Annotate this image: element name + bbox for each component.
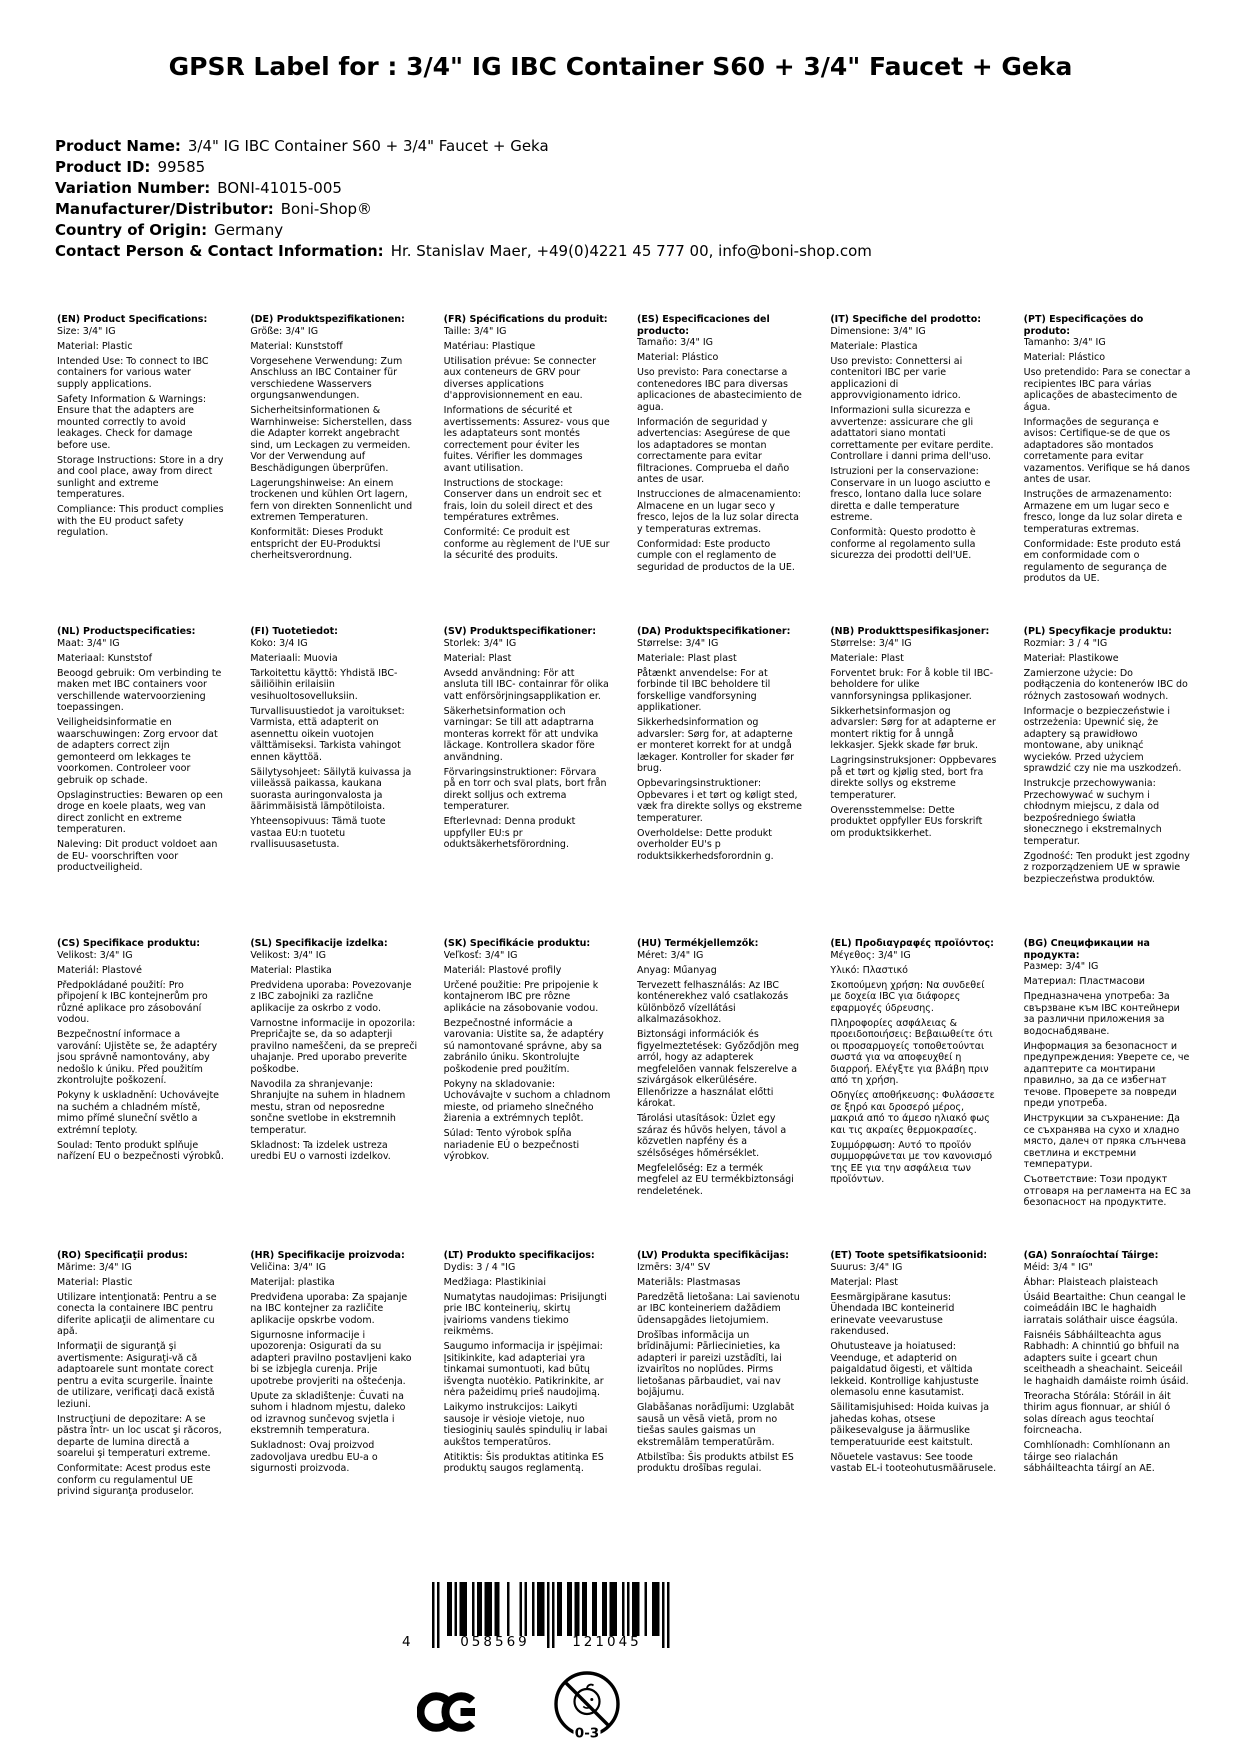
spec-paragraph: Materiaali: Muovia <box>250 652 338 664</box>
spec-paragraph: Materjal: Plast <box>830 1276 899 1288</box>
spec-heading: (HR) Specifikacije proizvoda: <box>250 1250 405 1261</box>
spec-paragraph: Uso pretendido: Para se conectar a recipientes IBC para várias aplicações de abastecimento de água. <box>1023 367 1191 413</box>
spec-paragraph: Πληροφορίες ασφάλειας & προειδοποιήσεις: Βεβαιωθείτε ότι οι προσαρμογείς τοποθετούνται σωστά για να αποφευχθεί η διαρροή. Ελέγξτε για βλάβη πριν από τη χρήση. <box>830 1017 993 1086</box>
spec-paragraph: Zgodność: Ten produkt jest zgodny z rozporządzeniem UE w sprawie bezpieczeństwa produktów. <box>1023 850 1190 885</box>
spec-paragraph: Upute za skladištenje: Čuvati na suhom i hladnom mjestu, daleko od izravnog sunčevog svjetla i ekstremnih temperatura. <box>250 1390 406 1436</box>
spec-paragraph: Material: Plástico <box>636 352 719 363</box>
spec-paragraph: Mărime: 3/4" IG <box>57 1261 132 1273</box>
spec-paragraph: Materijal: plastika <box>250 1276 335 1288</box>
spec-heading: (NB) Produkttspesifikasjoner: <box>830 626 990 637</box>
spec-paragraph: Beoogd gebruik: Om verbinding te maken met IBC containers voor verschillende watervoorziening toepassingen. <box>57 667 222 713</box>
spec-paragraph: Koko: 3/4 IG <box>250 637 308 649</box>
spec-paragraph: Material: Plastika <box>250 964 332 976</box>
spec-paragraph: Overensstemmelse: Dette produktet oppfyller EUs forskrift om produktsikkerhet. <box>830 804 983 839</box>
spec-paragraph: Veiligheidsinformatie en waarschuwingen: Zorg ervoor dat de adapters correct zijn gemonteerd om lekkages te voorkomen. Controleer voor gebruik op schade. <box>57 717 218 786</box>
spec-paragraph: Material: Plastic <box>57 340 133 352</box>
spec-block-fr <box>444 314 611 626</box>
spec-block-fi <box>250 626 417 938</box>
spec-paragraph: Size: 3/4" IG <box>57 325 116 337</box>
spec-paragraph: Biztonsági információk és figyelmeztetések: Győződjön meg arról, hogy az adapterek megfelelően vannak felszerelve a szivárgások elkerülésére. Ellenőrizze a használat előtti károkat. <box>636 1029 800 1109</box>
spec-paragraph: Größe: 3/4" IG <box>250 325 319 337</box>
spec-paragraph: Navodila za shranjevanje: Shranjujte na suhem in hladnem mestu, stran od neposredne sončne svetlobe in ekstremnih temperatur. <box>250 1078 406 1136</box>
spec-paragraph: Numatytas naudojimas: Prisijungti prie IBC konteinerių, skirtų įvairioms vandens tiekimo reikmėms. <box>443 1291 607 1337</box>
barcode-left-digits: 058569 <box>460 1634 530 1650</box>
spec-paragraph: Säkerhetsinformation och varningar: Se till att adaptrarna monteras korrekt för att undvika läckage. Kontrollera skador före användning. <box>443 705 599 763</box>
contact-value: Hr. Stanislav Maer, +49(0)4221 45 777 00, info@boni-shop.com <box>390 242 872 260</box>
spec-paragraph: Taille: 3/4" IG <box>443 325 507 337</box>
spec-paragraph: Megfelelőség: Ez a termék megfelel az EU termékbiztonsági rendeletének. <box>636 1162 794 1197</box>
spec-block-hr <box>250 1250 417 1562</box>
spec-paragraph: Lagerungshinweise: An einem trockenen und kühlen Ort lagern, fern von direkten Sonnenlicht und extremen Temperaturen. <box>250 477 413 523</box>
spec-paragraph: Sikkerhetsinformasjon og advarsler: Sørg for at adapterne er montert riktig for å unngå lekkasjer. Sjekk skade før bruk. <box>830 705 996 751</box>
barcode-section <box>402 1582 670 1668</box>
variation-number-value: BONI-41015-005 <box>217 179 342 197</box>
spec-paragraph: Nõuetele vastavus: See toode vastab EL-i tooteohutusmäärusele. <box>830 1451 997 1474</box>
spec-paragraph: Dimensione: 3/4" IG <box>830 325 926 337</box>
spec-paragraph: Material: Kunststoff <box>250 340 343 352</box>
product-info-row <box>55 178 872 199</box>
spec-paragraph: Información de seguridad y advertencias: Asegúrese de que los adaptadores se montan correctamente para evitar filtraciones. Comprueba el daño antes de usar. <box>636 416 791 485</box>
spec-paragraph: Påtænkt anvendelse: For at forbinde til IBC beholdere til forskellige vandforsyning applikationer. <box>636 667 771 713</box>
spec-paragraph: Předpokládané použití: Pro připojení k IBC kontejnerům pro různé aplikace pro zásobování vodou. <box>57 979 208 1025</box>
spec-block-es <box>637 314 804 626</box>
spec-paragraph: Οδηγίες αποθήκευσης: Φυλάσσετε σε ξηρό και δροσερό μέρος, μακριά από το άμεσο ηλιακό φως και τις ακραίες θερμοκρασίες. <box>830 1090 995 1136</box>
spec-paragraph: Предназначена употреба: За свързване към IBC контейнери за различни приложения за водоснабдяване. <box>1023 991 1180 1037</box>
spec-paragraph: Comhlíonadh: Comhlíonann an táirge seo rialachán sábháilteachta táirgí an AE. <box>1023 1440 1171 1474</box>
spec-block-en <box>57 314 224 626</box>
spec-paragraph: Conformità: Questo prodotto è conforme al regolamento sulla sicurezza dei prodotti dell'UE. <box>830 527 976 561</box>
spec-heading: (CS) Specifikace produktu: <box>57 938 201 949</box>
product-info-row <box>55 220 872 241</box>
spec-paragraph: Informações de segurança e avisos: Certifique-se de que os adaptadores são montados corretamente para evitar vazamentos. Verifique se há danos antes de usar. <box>1023 416 1190 485</box>
spec-paragraph: Σκοπούμενη χρήση: Να συνδεθεί με δοχεία IBC για διάφορες εφαρμογές ύδρευσης. <box>830 979 985 1014</box>
spec-paragraph: Avsedd användning: För att ansluta till IBC- containrar för olika vatt enförsörjningsapplikation er. <box>443 667 609 702</box>
spec-paragraph: Soulad: Tento produkt splňuje nařízení EU o bezpečnosti výrobků. <box>57 1139 224 1162</box>
spec-paragraph: Pokyny k uskladnění: Uchovávejte na suchém a chladném místě, mimo přímé sluneční světlo a extrémní teploty. <box>57 1090 220 1136</box>
spec-heading: (ET) Toote spetsifikatsioonid: <box>830 1250 988 1261</box>
spec-paragraph: Predviđena uporaba: Za spajanje na IBC kontejner za različite aplikacije opskrbe vodom. <box>250 1291 408 1326</box>
spec-paragraph: Istruzioni per la conservazione: Conservare in un luogo asciutto e fresco, lontano dalla luce solare diretta e dalle temperature estreme. <box>830 466 991 523</box>
product-id-label: Product ID: <box>55 158 151 176</box>
spec-paragraph: Съответствие: Този продукт отговаря на регламента на ЕС за безопасност на продуктите. <box>1023 1174 1191 1208</box>
spec-paragraph: Compliance: This product complies with the EU product safety regulation. <box>57 504 224 538</box>
spec-paragraph: Material: Plast <box>443 652 512 664</box>
spec-heading: (DA) Produktspecifikationer: <box>636 626 791 637</box>
product-info-section <box>55 136 872 262</box>
spec-paragraph: Sicherheitsinformationen & Warnhinweise: Sicherstellen, dass die Adapter korrekt angebracht sind, um Leckagen zu vermeiden. Vor der Verwendung auf Beschädigungen überprüfen. <box>250 405 412 474</box>
spec-paragraph: Materiaal: Kunststof <box>57 652 152 664</box>
spec-paragraph: Storage Instructions: Store in a dry and cool place, away from direct sunlight and extreme temperatures. <box>57 454 224 500</box>
age-warning-0-3-icon <box>551 1668 623 1742</box>
spec-heading: (BG) Спецификации на продукта: <box>1023 938 1150 961</box>
spec-paragraph: Sukladnost: Ovaj proizvod zadovoljava uredbu EU-a o sigurnosti proizvoda. <box>250 1440 378 1474</box>
country-of-origin-value: Germany <box>214 221 284 239</box>
barcode-lead-digit: 4 <box>402 1634 411 1650</box>
spec-paragraph: Informations de sécurité et avertissements: Assurez- vous que les adaptateurs sont montés correctement pour éviter les fuites. Vérifier les dommages avant utilisation. <box>443 405 610 474</box>
spec-paragraph: Информация за безопасност и предупреждения: Уверете се, че адаптерите са монтирани правилно, за да се избегнат течове. Проверете за повреди преди употреба. <box>1023 1040 1190 1109</box>
spec-paragraph: Conformidade: Este produto está em conformidade com o regulamento de segurança de produtos da UE. <box>1023 538 1181 584</box>
spec-paragraph: Forventet bruk: For å koble til IBC-beholdere for ulike vannforsyningsa pplikasjoner. <box>830 667 994 702</box>
spec-paragraph: Predvidena uporaba: Povezovanje z IBC zabojniki za različne aplikacije za oskrbo z vodo. <box>250 979 412 1014</box>
spec-paragraph: Konformität: Dieses Produkt entspricht der EU-Produktsi cherheitsverordnung. <box>250 527 384 561</box>
spec-paragraph: Utilisation prévue: Se connecter aux conteneurs de GRV pour diverses applications d'approvisionnement en eau. <box>443 355 597 401</box>
spec-paragraph: Tarkoitettu käyttö: Yhdistä IBC-säiliöihin erilaisiin vesihuoltosovelluksiin. <box>250 667 398 702</box>
spec-paragraph: Размер: 3/4" IG <box>1023 961 1099 972</box>
spec-paragraph: Sikkerhedsinformation og advarsler: Sørg for, at adapterne er monteret korrekt for at undgå lækager. Kontroller for skader før brug. <box>636 717 794 774</box>
spec-block-cs <box>57 938 224 1250</box>
spec-block-sv <box>444 626 611 938</box>
ce-mark <box>417 1687 479 1741</box>
spec-heading: (SL) Specifikacije izdelka: <box>250 938 388 949</box>
spec-heading: (ES) Especificaciones del producto: <box>636 314 770 337</box>
spec-paragraph: Pokyny na skladovanie: Uchovávajte v suchom a chladnom mieste, od priameho slnečného žiarenia a extrémnych teplôt. <box>443 1078 611 1124</box>
spec-paragraph: Μέγεθος: 3/4" IG <box>830 949 911 961</box>
spec-paragraph: Maat: 3/4" IG <box>57 637 120 649</box>
product-info-row <box>55 241 872 262</box>
spec-paragraph: Treoracha Stórála: Stóráil in áit thirim agus fionnuar, ar shiúl ó solas díreach agus teochtaí foircneacha. <box>1023 1390 1171 1436</box>
spec-paragraph: Storlek: 3/4" IG <box>443 637 517 649</box>
spec-paragraph: Bezpečnostní informace a varování: Ujistěte se, že adaptéry jsou správně namontovány, aby nedošlo k úniku. Před použitím zkontrolujte poškození. <box>57 1029 218 1086</box>
spec-paragraph: Varnostne informacije in opozorila: Prepričajte se, da so adapterji pravilno nameščeni, da se prepreči uhajanje. Pred uporabo preverite poškodbe. <box>250 1017 418 1075</box>
barcode-right-digits: 121045 <box>572 1634 642 1650</box>
spec-paragraph: Material: Plastic <box>57 1276 133 1288</box>
spec-paragraph: Overholdelse: Dette produkt overholder EU's p roduktsikkerhedsforordnin g. <box>636 827 774 862</box>
spec-paragraph: Materiale: Plast plast <box>636 652 737 664</box>
spec-paragraph: Zamierzone użycie: Do podłączenia do kontenerów IBC do różnych zastosowań wodnych. <box>1023 667 1188 702</box>
spec-block-et <box>830 1250 997 1562</box>
spec-paragraph: Safety Information & Warnings: Ensure that the adapters are mounted correctly to avoid leakages. Check for damage before use. <box>57 393 207 451</box>
spec-heading: (SK) Špecifikácie produktu: <box>443 938 591 949</box>
spec-block-bg <box>1024 938 1191 1250</box>
spec-heading: (FI) Tuotetiedot: <box>250 626 338 637</box>
spec-block-pt <box>1024 314 1191 626</box>
spec-block-sl <box>250 938 417 1250</box>
spec-paragraph: Intended Use: To connect to IBC containers for various water supply applications. <box>57 355 209 390</box>
spec-paragraph: Informaţii de siguranţă şi avertismente: Asiguraţi-vă că adaptoarele sunt montate corect pentru a evita scurgerile. Înainte de utilizare, verificaţi dacă există leziuni. <box>57 1341 215 1410</box>
spec-paragraph: Ábhar: Plaisteach plaisteach <box>1023 1276 1159 1288</box>
spec-paragraph: Uso previsto: Para conectarse a contenedores IBC para diversas aplicaciones de abastecimiento de agua. <box>636 367 802 413</box>
spec-paragraph: Úsáid Beartaithe: Chun ceangal le coimeádáin IBC le haghaidh iarratais soláthair uisce éagsúla. <box>1023 1291 1186 1326</box>
product-info-row <box>55 136 872 157</box>
spec-paragraph: Méret: 3/4" IG <box>636 949 704 961</box>
spec-paragraph: Lagringsinstruksjoner: Oppbevares på et tørt og kjølig sted, bort fra direkte sollys og ekstreme temperaturer. <box>830 755 997 801</box>
spec-paragraph: Størrelse: 3/4" IG <box>830 637 912 649</box>
spec-paragraph: Ohutusteave ja hoiatused: Veenduge, et adapterid on paigaldatud õigesti, et vältida lekkeid. Kontrollige kahjustuste olemasolu enne kasutamist. <box>830 1341 979 1398</box>
spec-paragraph: Conformité: Ce produit est conforme au règlement de l'UE sur la sécurité des produits. <box>443 527 610 561</box>
spec-paragraph: Materiale: Plastica <box>830 340 918 352</box>
spec-heading: (LV) Produkta specifikācijas: <box>636 1250 789 1261</box>
spec-paragraph: Velikost: 3/4" IG <box>250 949 326 961</box>
spec-heading: (GA) Sonraíochtaí Táirge: <box>1023 1250 1159 1261</box>
spec-heading: (LT) Produkto specifikacijos: <box>443 1250 595 1261</box>
spec-paragraph: Tamaño: 3/4" IG <box>636 337 714 348</box>
country-of-origin-label: Country of Origin: <box>55 221 208 239</box>
spec-paragraph: Súlad: Tento výrobok spĺňa nariadenie EÚ o bezpečnosti výrobkov. <box>443 1128 580 1162</box>
spec-paragraph: Conformidad: Este producto cumple con el reglamento de seguridad de productos de la UE. <box>636 538 795 573</box>
spec-paragraph: Instruções de armazenamento: Armazene em um lugar seco e fresco, longe da luz solar direta e temperaturas extremas. <box>1023 489 1183 535</box>
spec-paragraph: Medžiaga: Plastikiniai <box>443 1276 547 1288</box>
manufacturer-label: Manufacturer/Distributor: <box>55 200 274 218</box>
spec-paragraph: Utilizare intenţionată: Pentru a se conecta la containere IBC pentru diferite aplicaţii de alimentare cu apă. <box>57 1291 217 1337</box>
spec-grid <box>57 314 1191 1562</box>
spec-paragraph: Eesmärgipärane kasutus: Ühendada IBC konteinerid erinevate veevarustuse rakendused. <box>830 1291 955 1337</box>
spec-heading: (HU) Termékjellemzők: <box>636 938 759 949</box>
spec-paragraph: Yhteensopivuus: Tämä tuote vastaa EU:n tuotetu rvallisuusasetusta. <box>250 816 386 850</box>
spec-paragraph: Veličina: 3/4" IG <box>250 1261 326 1273</box>
spec-block-lv <box>637 1250 804 1562</box>
spec-block-pl <box>1024 626 1191 938</box>
spec-paragraph: Υλικό: Πλαστικό <box>830 964 908 976</box>
spec-paragraph: Instrucciones de almacenamiento: Almacene en un lugar seco y fresco, lejos de la luz solar directa y temperaturas extremas. <box>636 489 801 535</box>
spec-paragraph: Tervezett felhasználás: Az IBC konténerekhez való csatlakozás különböző vízellátási alkalmazásokhoz. <box>636 979 789 1025</box>
spec-paragraph: Opbevaringsinstruktioner: Opbevares i et tørt og køligt sted, væk fra direkte sollys og ekstreme temperaturer. <box>636 778 803 824</box>
spec-paragraph: Opslaginstructies: Bewaren op een droge en koele plaats, weg van direct zonlicht en extreme temperaturen. <box>57 789 223 835</box>
spec-heading: (PT) Especificações do produto: <box>1023 314 1144 337</box>
age-warning-text: 0-3 <box>574 1725 600 1742</box>
spec-paragraph: Skladnost: Ta izdelek ustreza uredbi EU o varnosti izdelkov. <box>250 1139 391 1162</box>
spec-paragraph: Méid: 3/4 " IG" <box>1023 1261 1093 1273</box>
product-id-value: 99585 <box>157 158 206 176</box>
contact-label: Contact Person & Contact Information: <box>55 242 384 260</box>
spec-block-de <box>250 314 417 626</box>
spec-block-sk <box>444 938 611 1250</box>
spec-paragraph: Velikost: 3/4" IG <box>57 949 133 961</box>
spec-paragraph: Størrelse: 3/4" IG <box>636 637 719 649</box>
spec-paragraph: Säilytysohjeet: Säilytä kuivassa ja viileässä paikassa, kaukana suorasta auringonvalosta ja äärimmäisistä lämpötiloista. <box>250 766 412 812</box>
spec-paragraph: Informacje o bezpieczeństwie i ostrzeżenia: Upewnić się, że adaptery są prawidłowo montowane, aby uniknąć wycieków. Przed użyciem sprawdzić czy nie ma uszkodzeń. <box>1023 705 1182 774</box>
spec-heading: (EN) Product Specifications: <box>57 314 208 325</box>
product-name-value: 3/4" IG IBC Container S60 + 3/4" Faucet + Geka <box>187 137 549 155</box>
spec-paragraph: Izmērs: 3/4" SV <box>636 1261 711 1273</box>
spec-paragraph: Určené použitie: Pre pripojenie k kontajnerom IBC pre rôzne aplikácie na zásobovanie vodou. <box>443 979 599 1014</box>
spec-paragraph: Glabāšanas norādījumi: Uzglabāt sausā un vēsā vietā, prom no tiešas saules gaismas un ekstremālām temperatūrām. <box>636 1402 795 1448</box>
spec-paragraph: Drošības informācija un brīdinājumi: Pārliecinieties, ka adapteri ir pareizi uzstādīti, lai izvairītos no noplūdes. Pirms lietošanas pārbaudiet, vai nav bojājumu. <box>636 1329 782 1398</box>
manufacturer-value: Boni-Shop® <box>280 200 373 218</box>
spec-paragraph: Anyag: Műanyag <box>636 964 717 976</box>
spec-paragraph: Förvaringsinstruktioner: Förvara på en torr och sval plats, bort från direkt solljus och extrema temperaturer. <box>443 766 607 812</box>
product-info-row <box>55 157 872 178</box>
spec-paragraph: Saugumo informacija ir įspėjimai: Įsitikinkite, kad adapteriai yra tinkamai sumontuoti, kad būtų išvengta nuotėkio. Patikrinkite, ar nėra pažeidimų prieš naudojimą. <box>443 1341 604 1398</box>
spec-paragraph: Conformitate: Acest produs este conform cu regulamentul UE privind siguranţa produselor. <box>57 1463 211 1497</box>
spec-block-nl <box>57 626 224 938</box>
spec-paragraph: Материал: Пластмасови <box>1023 976 1145 987</box>
spec-paragraph: Dydis: 3 / 4 "IG <box>443 1261 516 1273</box>
spec-paragraph: Uso previsto: Connettersi ai contenitori IBC per varie applicazioni di approvvigionamento idrico. <box>830 355 963 401</box>
spec-paragraph: Informazioni sulla sicurezza e avvertenze: assicurare che gli adattatori siano montati correttamente per evitare perdite. Controllare i danni prima dell'uso. <box>830 405 994 462</box>
spec-paragraph: Material: Plástico <box>1023 352 1106 363</box>
spec-paragraph: Paredzētā lietošana: Lai savienotu ar IBC konteineriem dažādiem ūdensapgādes lietojumiem. <box>636 1291 800 1326</box>
spec-heading: (RO) Specificaţii produs: <box>57 1250 188 1261</box>
spec-paragraph: Suurus: 3/4" IG <box>830 1261 903 1273</box>
spec-heading: (PL) Specyfikacje produktu: <box>1023 626 1172 637</box>
spec-paragraph: Συμμόρφωση: Αυτό το προϊόν συμμορφώνεται με τον κανονισμό της ΕΕ για την ασφάλεια των προϊόντων. <box>830 1139 993 1185</box>
spec-paragraph: Turvallisuustiedot ja varoitukset: Varmista, että adapterit on asennettu oikein vuotojen välttämiseksi. Tarkista vahingot ennen käyttöä. <box>250 705 405 763</box>
spec-paragraph: Materiál: Plastové profily <box>443 964 562 976</box>
spec-paragraph: Instructions de stockage: Conserver dans un endroit sec et frais, loin du soleil direct et des températures extrêmes. <box>443 477 602 523</box>
spec-paragraph: Materiale: Plast <box>830 652 904 664</box>
page-title: GPSR Label for : 3/4" IG IBC Container S60 + 3/4" Faucet + Geka <box>168 52 1073 81</box>
spec-block-it <box>830 314 997 626</box>
spec-paragraph: Materiał: Plastikowe <box>1023 652 1119 664</box>
spec-paragraph: Säilitamisjuhised: Hoida kuivas ja jahedas kohas, otsese päikesevalguse ja äärmuslike temperatuuride eest kaitstult. <box>830 1402 990 1448</box>
spec-heading: (EL) Προδιαγραφές προϊόντος: <box>830 938 994 949</box>
spec-paragraph: Instrucţiuni de depozitare: A se păstra într- un loc uscat şi răcoros, departe de lumina directă a soarelui şi temperaturi extreme. <box>57 1413 222 1459</box>
spec-paragraph: Vorgesehene Verwendung: Zum Anschluss an IBC Container für verschiedene Wasservers orgungsanwendungen. <box>250 355 403 401</box>
spec-heading: (FR) Spécifications du produit: <box>443 314 608 325</box>
spec-block-ga <box>1024 1250 1191 1562</box>
spec-paragraph: Faisnéis Sábháilteachta agus Rabhadh: A chinntiú go bhfuil na adapters suite i gceart chun sceitheadh a sheachaint. Seiceáil le haghaidh damáiste roimh úsáid. <box>1023 1329 1189 1387</box>
spec-paragraph: Materiál: Plastové <box>57 964 142 976</box>
age-warning-mark <box>551 1668 623 1746</box>
spec-block-lt <box>444 1250 611 1562</box>
product-name-label: Product Name: <box>55 137 181 155</box>
spec-paragraph: Sigurnosne informacije i upozorenja: Osigurati da su adapteri pravilno postavljeni kako bi se izbjegla curenja. Prije upotrebe provjeriti na oštećenja. <box>250 1329 412 1387</box>
spec-paragraph: Инструкции за съхранение: Да се съхранява на сухо и хладно място, далеч от пряка слънчева светлина и екстремни температури. <box>1023 1113 1187 1170</box>
spec-paragraph: Efterlevnad: Denna produkt uppfyller EU:s pr oduktsäkerhetsförordning. <box>443 816 576 850</box>
spec-block-ro <box>57 1250 224 1562</box>
spec-block-nb <box>830 626 997 938</box>
ce-mark-icon <box>417 1687 479 1737</box>
spec-heading: (DE) Produktspezifikationen: <box>250 314 405 325</box>
spec-paragraph: Materiāls: Plastmasas <box>636 1276 741 1288</box>
spec-heading: (IT) Specifiche del prodotto: <box>830 314 982 325</box>
spec-paragraph: Bezpečnostné informácie a varovania: Uistite sa, že adaptéry sú namontované správne, aby sa zabránilo úniku. Skontrolujte poškodenie pred použitím. <box>443 1017 604 1075</box>
spec-paragraph: Matériau: Plastique <box>443 340 536 352</box>
spec-paragraph: Naleving: Dit product voldoet aan de EU- voorschriften voor productveiligheid. <box>57 839 218 873</box>
variation-number-label: Variation Number: <box>55 179 211 197</box>
spec-block-da <box>637 626 804 938</box>
spec-block-el <box>830 938 997 1250</box>
spec-paragraph: Atitiktis: Šis produktas atitinka ES produktų saugos reglamentą. <box>443 1451 604 1474</box>
spec-paragraph: Laikymo instrukcijos: Laikyti sausoje ir vėsioje vietoje, nuo tiesioginių saulės spindulių ir labai aukštos temperatūros. <box>443 1402 608 1448</box>
spec-paragraph: Tárolási utasítások: Üzlet egy száraz és hűvös helyen, távol a közvetlen napfény és a szélsőséges hőmérséklet. <box>636 1113 787 1159</box>
spec-paragraph: Veľkosť: 3/4" IG <box>443 949 518 961</box>
spec-heading: (SV) Produktspecifikationer: <box>443 626 597 637</box>
spec-paragraph: Instrukcje przechowywania: Przechowywać w suchym i chłodnym miejscu, z dala od bezpośredniego światła słonecznego i ekstremalnych temperatur. <box>1023 778 1162 847</box>
product-info-row <box>55 199 872 220</box>
spec-block-hu <box>637 938 804 1250</box>
spec-heading: (NL) Productspecificaties: <box>57 626 196 637</box>
spec-paragraph: Atbilstība: Šis produkts atbilst ES produktu drošības regulai. <box>636 1451 794 1474</box>
spec-paragraph: Rozmiar: 3 / 4 "IG <box>1023 637 1108 649</box>
spec-paragraph: Tamanho: 3/4" IG <box>1023 337 1106 348</box>
